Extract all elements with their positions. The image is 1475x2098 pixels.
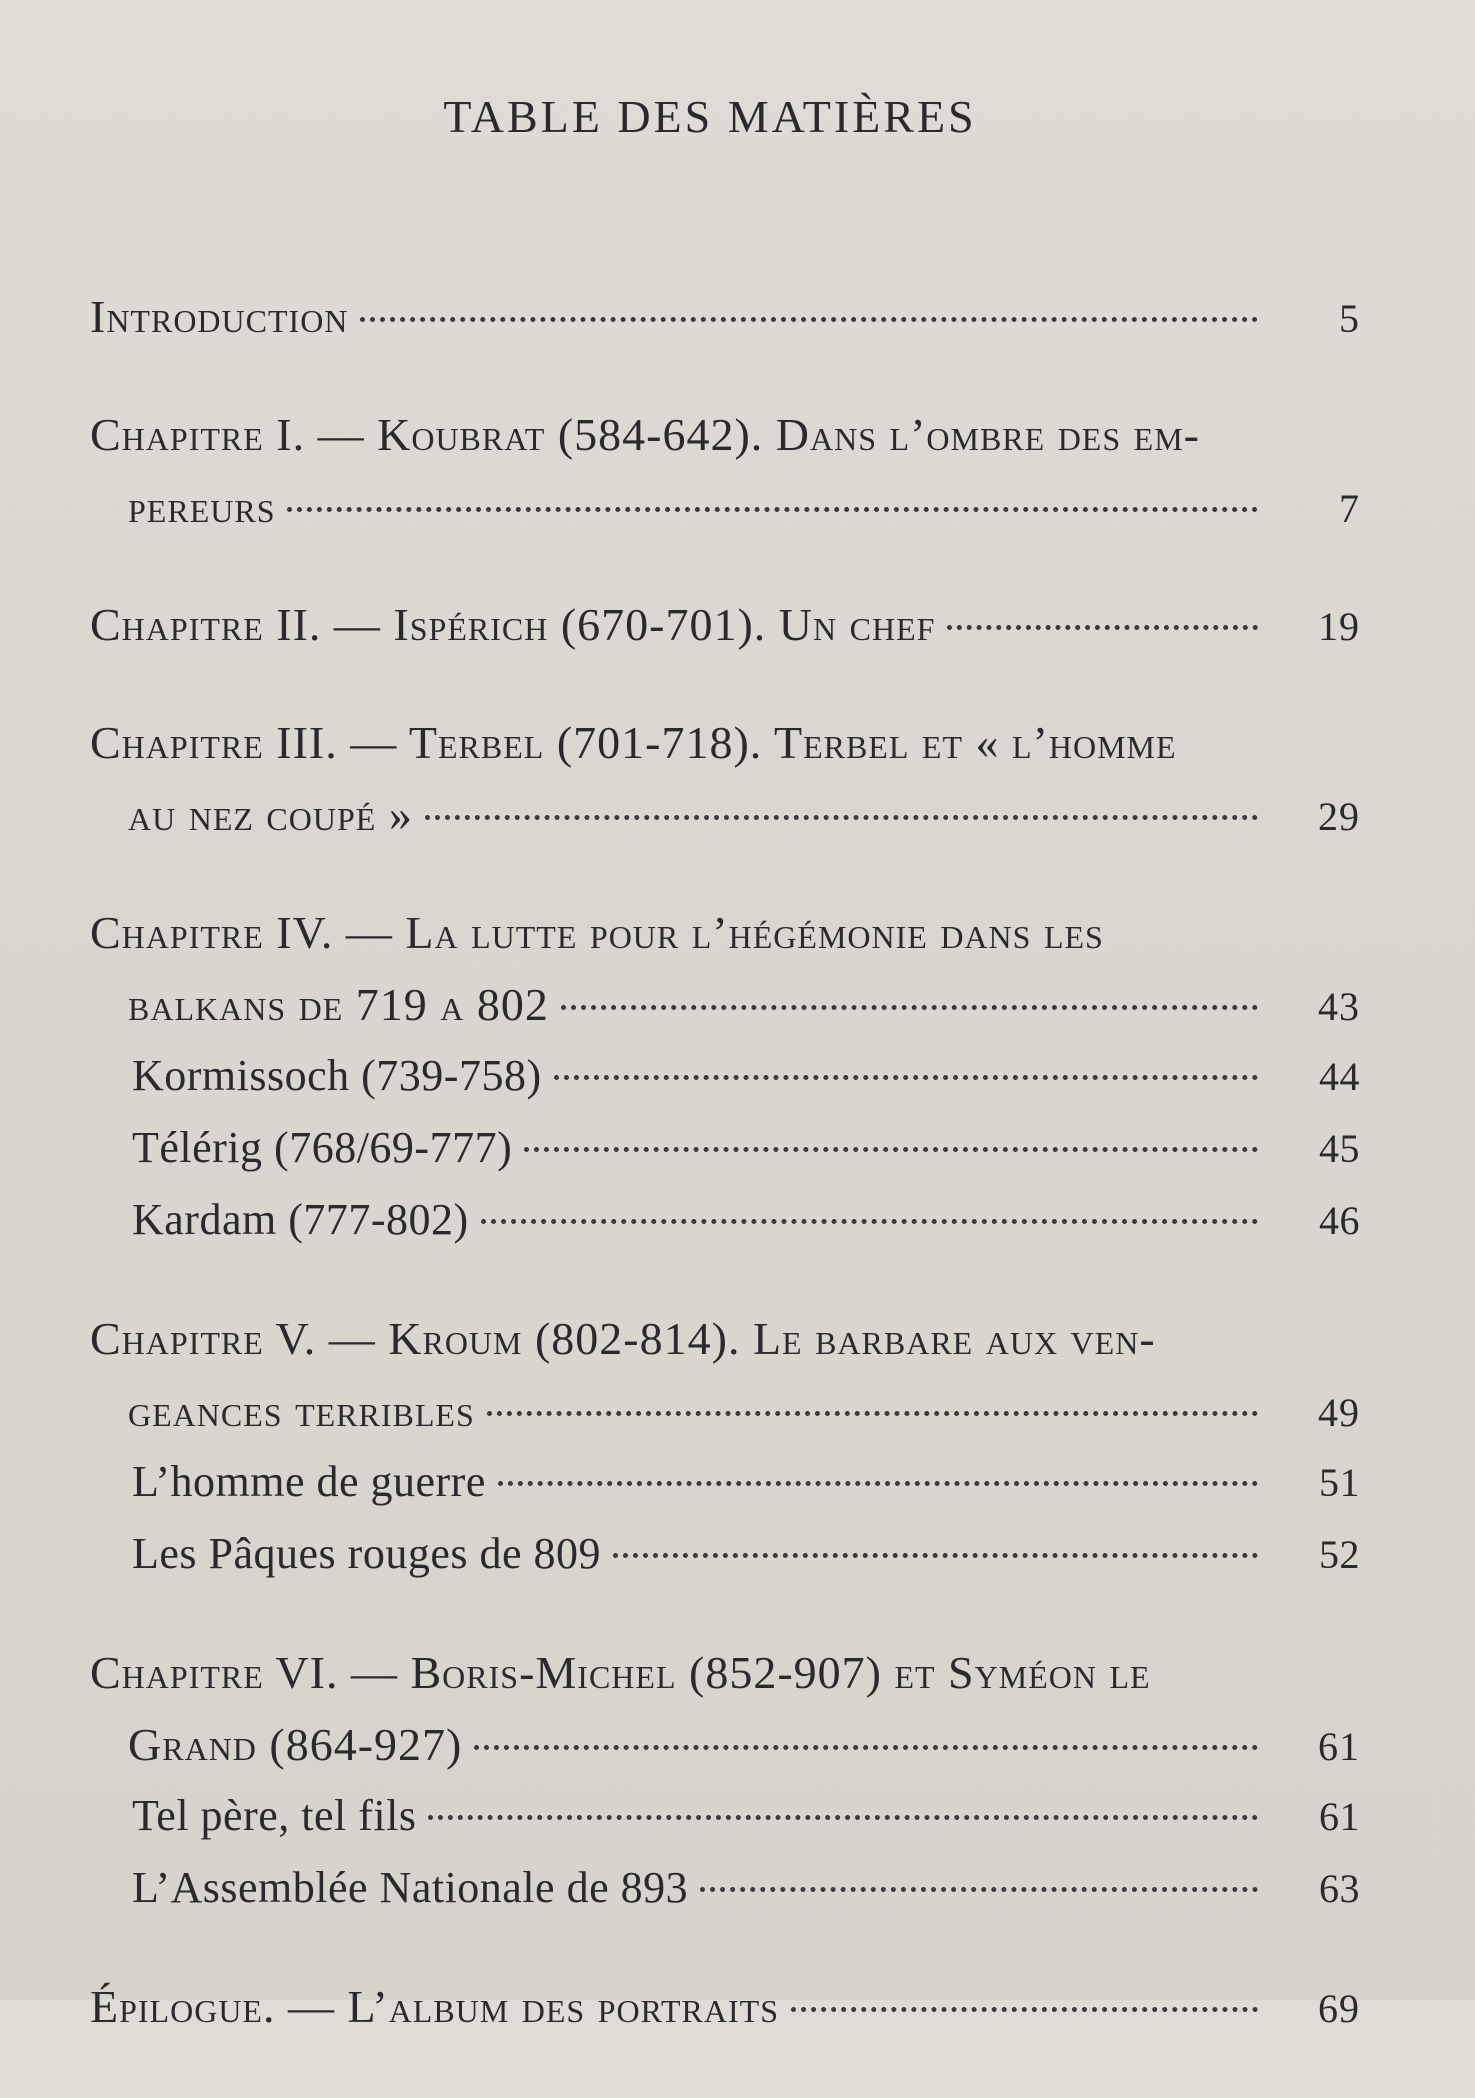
dot-leader xyxy=(474,1745,1258,1750)
toc-line-text: Télérig (768/69-777) xyxy=(132,1123,513,1172)
toc-entry-introduction xyxy=(90,290,1360,362)
toc-line xyxy=(90,598,1360,670)
dot-leader xyxy=(554,1075,1258,1080)
toc-line xyxy=(90,1862,1360,1934)
toc-line xyxy=(90,290,1360,362)
toc-line xyxy=(90,906,1360,978)
dot-leader xyxy=(498,1481,1258,1486)
toc-line-text: balkans de 719 a 802 xyxy=(128,979,549,1030)
toc-line-text: Chapitre IV. — La lutte pour l’hégémonie dans les xyxy=(90,907,1104,958)
toc-line xyxy=(90,408,1360,480)
dot-leader xyxy=(425,815,1258,820)
toc-page-number: 51 xyxy=(1319,1460,1360,1505)
toc-page-number: 52 xyxy=(1319,1532,1360,1577)
toc-line xyxy=(90,978,1360,1050)
toc-page-number: 7 xyxy=(1339,486,1360,531)
toc-page-number: 61 xyxy=(1319,1794,1360,1839)
page-title: TABLE DES MATIÈRES xyxy=(443,91,977,142)
toc-line-text: Les Pâques rouges de 809 xyxy=(132,1529,602,1578)
dot-leader xyxy=(947,625,1258,630)
toc-line xyxy=(90,1980,1360,2052)
toc-line xyxy=(90,480,1360,552)
toc-line-text: Kormissoch (739-758) xyxy=(132,1051,542,1100)
toc-line-text: Chapitre V. — Kroum (802-814). Le barbare aux ven- xyxy=(90,1313,1156,1364)
toc-line-text: Chapitre II. — Ispérich (670-701). Un chef xyxy=(90,599,936,650)
toc-page-number: 63 xyxy=(1319,1866,1360,1911)
toc-line xyxy=(90,716,1360,788)
toc-line-text: L’Assemblée Nationale de 893 xyxy=(132,1863,689,1912)
dot-leader xyxy=(487,1411,1258,1416)
toc-line-text: Tel père, tel fils xyxy=(132,1791,417,1840)
dot-leader xyxy=(561,1005,1258,1010)
table-of-contents xyxy=(90,290,1360,2098)
toc-entry-chapter-6 xyxy=(90,1646,1360,1934)
toc-line-text: Chapitre III. — Terbel (701-718). Terbel et « l’homme xyxy=(90,717,1177,768)
toc-line xyxy=(90,1050,1360,1122)
toc-line xyxy=(90,1718,1360,1790)
dot-leader xyxy=(287,507,1258,512)
toc-line xyxy=(90,788,1360,860)
toc-page-number: 46 xyxy=(1319,1198,1360,1243)
toc-page-number: 45 xyxy=(1319,1126,1360,1171)
toc-line xyxy=(90,1646,1360,1718)
toc-entry-chapter-2 xyxy=(90,598,1360,670)
toc-page-number: 19 xyxy=(1318,604,1360,649)
toc-line-text: Kardam (777-802) xyxy=(132,1195,469,1244)
toc-line-text: geances terribles xyxy=(128,1385,475,1436)
toc-page-number: 5 xyxy=(1339,296,1360,341)
toc-line-text: Introduction xyxy=(90,291,349,342)
toc-line-text: L’homme de guerre xyxy=(132,1457,486,1506)
dot-leader xyxy=(360,317,1258,322)
toc-page-number: 44 xyxy=(1319,1054,1360,1099)
dot-leader xyxy=(613,1553,1258,1558)
toc-page-number: 49 xyxy=(1318,1390,1360,1435)
toc-line-text: pereurs xyxy=(128,481,276,532)
toc-line-text: Chapitre I. — Koubrat (584-642). Dans l’ombre des em- xyxy=(90,409,1200,460)
dot-leader xyxy=(700,1887,1258,1892)
toc-page-number: 61 xyxy=(1318,1724,1360,1769)
toc-entry-chapter-3 xyxy=(90,716,1360,860)
toc-line xyxy=(90,1312,1360,1384)
toc-line-text: Chapitre VI. — Boris-Michel (852-907) et Syméon le xyxy=(90,1647,1151,1698)
toc-line xyxy=(90,1194,1360,1266)
toc-line xyxy=(90,1122,1360,1194)
toc-page-number: 29 xyxy=(1318,794,1360,839)
toc-line xyxy=(90,1790,1360,1862)
toc-line xyxy=(90,1384,1360,1456)
toc-line-text: au nez coupé » xyxy=(128,789,413,840)
toc-line xyxy=(90,1456,1360,1528)
dot-leader xyxy=(791,2007,1258,2012)
toc-page-number: 43 xyxy=(1318,984,1360,1029)
toc-line xyxy=(90,1528,1360,1600)
toc-line-text: Grand (864-927) xyxy=(128,1719,463,1770)
dot-leader xyxy=(481,1219,1258,1224)
dot-leader xyxy=(524,1147,1258,1152)
toc-entry-epilogue xyxy=(90,1980,1360,2052)
dot-leader xyxy=(428,1815,1258,1820)
toc-entry-chapter-4 xyxy=(90,906,1360,1266)
toc-entry-chapter-5 xyxy=(90,1312,1360,1600)
toc-line-text: Épilogue. — L’album des portraits xyxy=(90,1981,780,2032)
toc-entry-chapter-1 xyxy=(90,408,1360,552)
toc-page-number: 69 xyxy=(1318,1986,1360,2031)
